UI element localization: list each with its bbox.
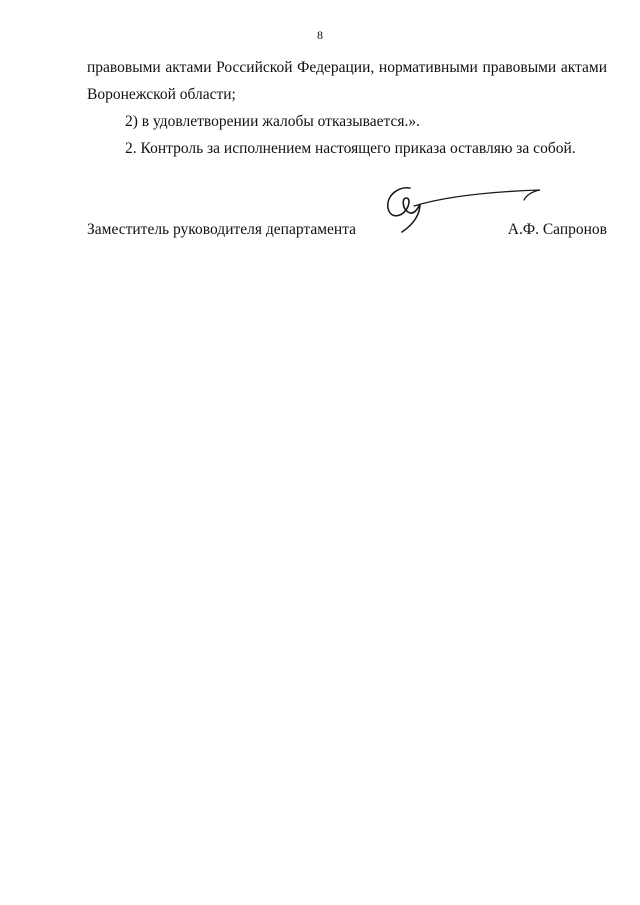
paragraph-complaint-refused: 2) в удовлетворении жалобы отказывается.». — [125, 113, 421, 130]
paragraph-legal-acts — [87, 54, 607, 108]
signatory-position: Заместитель руководителя департамента — [87, 221, 357, 238]
page-number: 8 — [317, 28, 323, 42]
paragraph-line: правовыми актами Российской Федерации, нормативными правовыми актами — [87, 59, 607, 76]
paragraph-line: Воронежской области; — [87, 86, 236, 103]
signatory-name: А.Ф. Сапронов — [507, 221, 607, 238]
paragraph-control: 2. Контроль за исполнением настоящего приказа оставляю за собой. — [125, 140, 576, 157]
document-body — [87, 54, 607, 162]
